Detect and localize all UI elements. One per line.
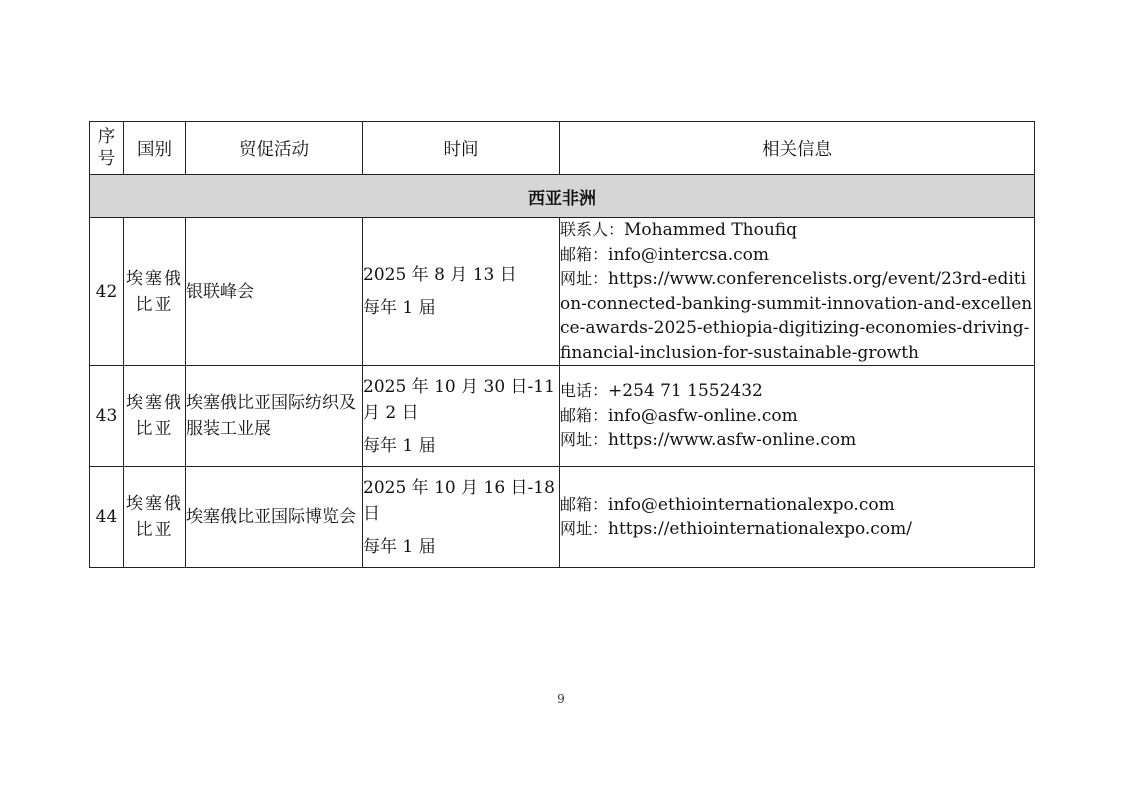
header-seq: 序号 (90, 122, 124, 175)
header-time: 时间 (363, 122, 560, 175)
table-row (90, 218, 1035, 366)
row-date: 2025 年 10 月 16 日-18 日 (363, 477, 555, 524)
contact-label: 联系人： (560, 220, 625, 239)
row-date: 2025 年 10 月 30 日-11 月 2 日 (363, 376, 555, 423)
row-country: 埃塞俄比亚 (124, 467, 186, 568)
row-info (560, 366, 1035, 467)
page-number: 9 (557, 692, 565, 706)
row-number: 42 (90, 218, 124, 366)
row-info (560, 467, 1035, 568)
phone-value: +254 71 1552432 (608, 381, 763, 402)
website-label: 网址： (560, 430, 609, 450)
row-activity: 埃塞俄比亚国际纺织及服装工业展 (186, 366, 363, 467)
row-date: 2025 年 8 月 13 日 (363, 265, 517, 285)
email-value[interactable]: info@ethiointernationalexpo.com (608, 494, 895, 515)
row-country: 埃塞俄比亚 (124, 366, 186, 467)
contact-value: Mohammed Thoufiq (624, 220, 798, 240)
row-frequency: 每年 1 届 (363, 435, 436, 456)
row-country: 埃塞俄比亚 (124, 218, 186, 366)
table-header-row (90, 122, 1035, 175)
website-link[interactable]: https://www.conferencelists.org/event/23rd-edition-connected-banking-summit-innovation-and-excellence-awards-2025-ethiopia-digitizing-economies-driving-financial-inclusion-for-sustainable-growth (560, 269, 1033, 363)
email-label: 邮箱： (560, 405, 609, 425)
header-country: 国别 (124, 122, 186, 175)
trade-events-table (89, 121, 1035, 568)
row-time (363, 218, 560, 366)
website-link[interactable]: https://ethiointernationalexpo.com/ (608, 519, 912, 539)
region-row (90, 175, 1035, 218)
row-info (560, 218, 1035, 366)
phone-label: 电话： (560, 381, 609, 401)
row-time (363, 366, 560, 467)
row-activity: 埃塞俄比亚国际博览会 (186, 467, 363, 568)
email-value[interactable]: info@asfw-online.com (608, 405, 798, 426)
email-label: 邮箱： (560, 244, 609, 264)
row-number: 44 (90, 467, 124, 568)
row-frequency: 每年 1 届 (363, 536, 436, 557)
table-row (90, 467, 1035, 568)
row-frequency: 每年 1 届 (363, 298, 436, 318)
website-label: 网址： (560, 519, 609, 538)
contact-line (560, 218, 1034, 243)
website-line (560, 428, 1034, 453)
website-label: 网址： (560, 269, 609, 288)
region-label: 西亚非洲 (90, 175, 1035, 218)
email-value[interactable]: info@intercsa.com (608, 244, 769, 265)
email-label: 邮箱： (560, 494, 609, 514)
table-row (90, 366, 1035, 467)
website-link[interactable]: https://www.asfw-online.com (608, 430, 857, 451)
header-activity: 贸促活动 (186, 122, 363, 175)
row-time (363, 467, 560, 568)
email-line (560, 243, 1034, 268)
header-info: 相关信息 (560, 122, 1035, 175)
email-line (560, 404, 1034, 429)
website-line (560, 517, 1034, 542)
email-line (560, 493, 1034, 518)
website-line (560, 267, 1034, 365)
row-number: 43 (90, 366, 124, 467)
row-activity: 银联峰会 (186, 218, 363, 366)
phone-line (560, 379, 1034, 404)
